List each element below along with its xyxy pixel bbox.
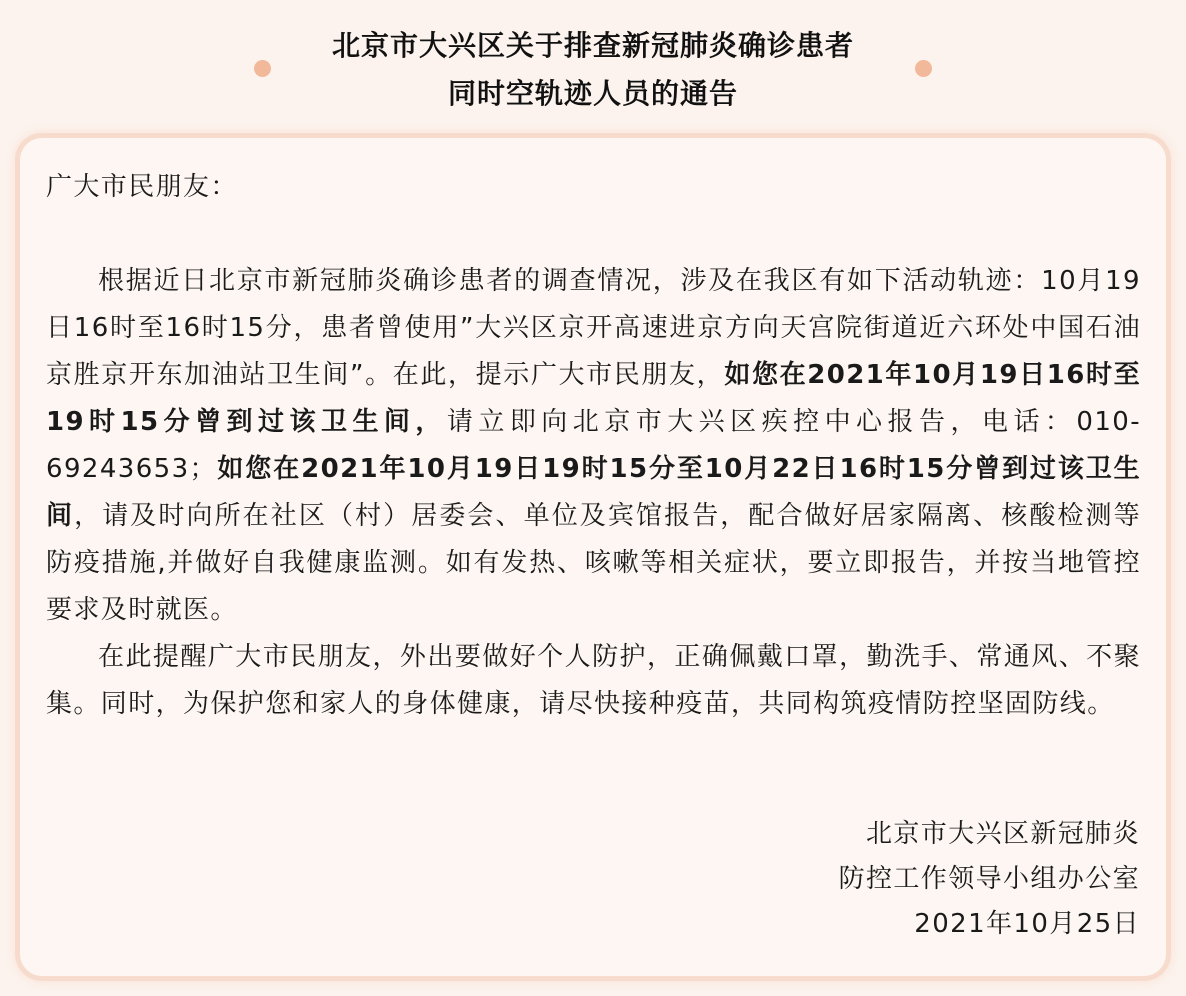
signature-date: 2021年10月25日 [914,909,1140,939]
paragraph-trajectory-emphasis-2: 如您在2021年10月19日19时15分至10月22日16时15分曾到过该卫生间 [46,454,1141,531]
notice-title-line-1: 北京市大兴区关于排查新冠肺炎确诊患者 [331,29,854,62]
paragraph-trajectory-text-2: 请立即向北京市大兴区疾控中心报告，电话：010-69243653； [46,407,1141,484]
paragraph-trajectory [46,258,1141,634]
paragraph-trajectory-text-3: ，请及时向所在社区（村）居委会、单位及宾馆报告，配合做好居家隔离、核酸检测等防疫措施,并做好自我健康监测。如有发热、咳嗽等相关症状，要立即报告，并按当地管控要求及时就医。 [46,501,1142,625]
paragraph-reminder: 在此提醒广大市民朋友，外出要做好个人防护，正确佩戴口罩，勤洗手、常通风、不聚集。同时，为保护您和家人的身体健康，请尽快接种疫苗，共同构筑疫情防控坚固防线。 [46,642,1141,719]
notice-title [0,22,1186,118]
paragraph-trajectory-emphasis-1: 如您在2021年10月19日16时至19时15分曾到过该卫生间， [46,360,1141,437]
greeting: 广大市民朋友： [46,172,238,202]
signature-org-line-2: 防控工作领导小组办公室 [838,864,1140,894]
notice-body [46,164,1141,728]
paragraph-trajectory-text-1: 根据近日北京市新冠肺炎确诊患者的调查情况，涉及在我区有如下活动轨迹：10月19日16时至16时15分，患者曾使用”大兴区京开高速进京方向天宫院街道近六环处中国石油京胜京开东加油站卫生间”。在此，提示广大市民朋友， [46,266,1141,390]
notice-title-line-2: 同时空轨迹人员的通告 [447,77,738,110]
signature-block [839,812,1140,947]
signature-org-line-1: 北京市大兴区新冠肺炎 [865,819,1140,849]
